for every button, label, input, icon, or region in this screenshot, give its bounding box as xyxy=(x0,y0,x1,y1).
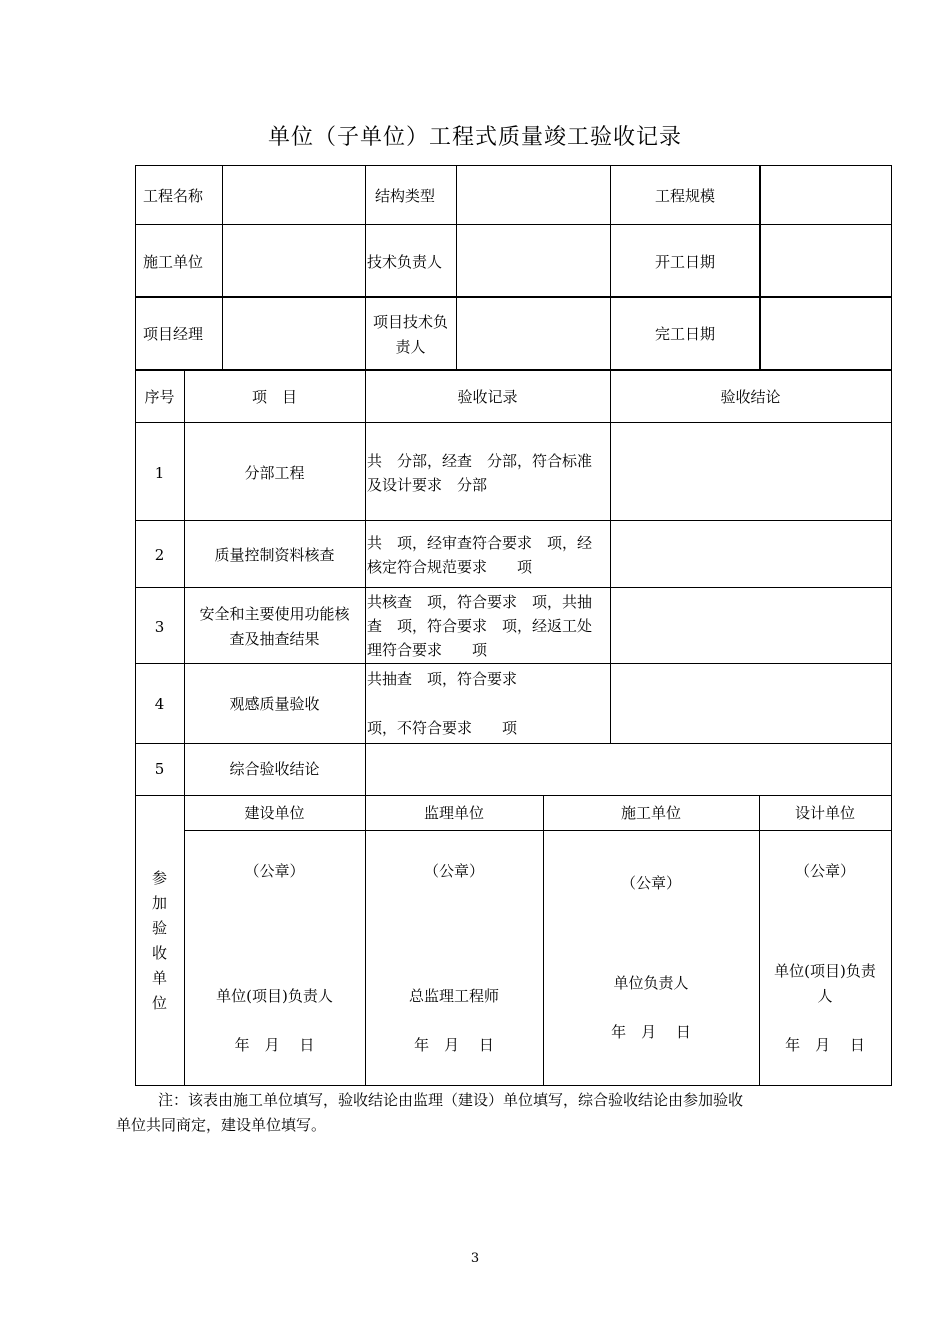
unit-owner-name: 建设单位 xyxy=(244,804,305,822)
unit-designer-signer-line-2: 人 xyxy=(817,987,833,1005)
row-5-item: 综合验收结论 xyxy=(229,760,320,778)
row-4-seq: 4 xyxy=(154,695,165,713)
start-date-label: 开工日期 xyxy=(654,253,715,271)
unit-designer-seal: （公章） xyxy=(794,862,855,880)
row-3-record-line-3: 理符合要求 项 xyxy=(367,641,488,659)
row-3-item-line-1: 安全和主要使用功能核 xyxy=(199,605,350,623)
row-1-record-line-2: 及设计要求 分部 xyxy=(367,476,488,494)
unit-designer-name: 设计单位 xyxy=(794,804,855,822)
unit-contractor-seal: （公章） xyxy=(620,874,681,892)
row-2-seq: 2 xyxy=(154,546,165,564)
row-3-record-line-1: 共核查 项，符合要求 项，共抽 xyxy=(367,593,593,611)
project-tech-lead-label-1: 项目技术负 xyxy=(372,313,448,331)
unit-designer-date: 年 月 日 xyxy=(785,1036,865,1054)
col-item: 项 目 xyxy=(251,388,297,406)
unit-owner-date: 年 月 日 xyxy=(234,1036,315,1054)
unit-supervisor-signer: 总监理工程师 xyxy=(408,987,499,1005)
construction-unit-label: 施工单位 xyxy=(143,253,204,271)
row-4-item: 观感质量验收 xyxy=(229,695,320,713)
footnote-line-2: 单位共同商定，建设单位填写。 xyxy=(116,1116,327,1134)
unit-contractor-date: 年 月 日 xyxy=(611,1023,691,1041)
tech-lead-label: 技术负责人 xyxy=(367,253,443,271)
row-2-record-line-2: 核定符合规范要求 项 xyxy=(367,558,533,576)
structure-type-label: 结构类型 xyxy=(375,187,436,205)
col-record: 验收记录 xyxy=(457,388,518,406)
row-1-seq: 1 xyxy=(154,464,165,482)
unit-supervisor-date: 年 月 日 xyxy=(414,1036,494,1054)
project-manager-label: 项目经理 xyxy=(143,325,204,343)
unit-owner-seal: （公章） xyxy=(244,862,305,880)
unit-designer-signer-line-1: 单位(项目)负责 xyxy=(774,962,876,980)
row-2-record-line-1: 共 项，经审查符合要求 项，经 xyxy=(367,534,593,552)
project-tech-lead-label-2: 责人 xyxy=(395,338,426,356)
page-number: 3 xyxy=(470,1251,480,1266)
row-4-record-line-2: 项，不符合要求 项 xyxy=(367,719,518,737)
col-conclusion: 验收结论 xyxy=(720,388,781,406)
row-1-item: 分部工程 xyxy=(244,464,305,482)
footnote xyxy=(116,1088,836,1138)
project-scale-label: 工程规模 xyxy=(654,187,715,205)
footnote-line-1: 注：该表由施工单位填写，验收结论由监理（建设）单位填写，综合验收结论由参加验收 xyxy=(158,1091,744,1109)
row-2-item: 质量控制资料核查 xyxy=(214,546,335,564)
unit-contractor-name: 施工单位 xyxy=(620,804,681,822)
page-title: 单位（子单位）工程式质量竣工验收记录 xyxy=(267,125,682,150)
row-5-seq: 5 xyxy=(154,760,165,778)
unit-contractor-signer: 单位负责人 xyxy=(613,974,689,992)
row-4-record-line-1: 共抽查 项，符合要求 xyxy=(367,670,518,688)
unit-owner-signer: 单位(项目)负责人 xyxy=(216,987,333,1005)
unit-supervisor-name: 监理单位 xyxy=(423,804,484,822)
unit-supervisor-seal: （公章） xyxy=(423,862,484,880)
row-3-seq: 3 xyxy=(154,618,165,636)
col-seq: 序号 xyxy=(144,388,175,406)
finish-date-label: 完工日期 xyxy=(654,325,715,343)
row-1-record-line-1: 共 分部，经查 分部，符合标准 xyxy=(367,452,593,470)
project-name-label: 工程名称 xyxy=(143,187,204,205)
row-3-record-line-2: 查 项，符合要求 项，经返工处 xyxy=(367,617,593,635)
row-3-item-line-2: 查及抽查结果 xyxy=(229,630,320,648)
